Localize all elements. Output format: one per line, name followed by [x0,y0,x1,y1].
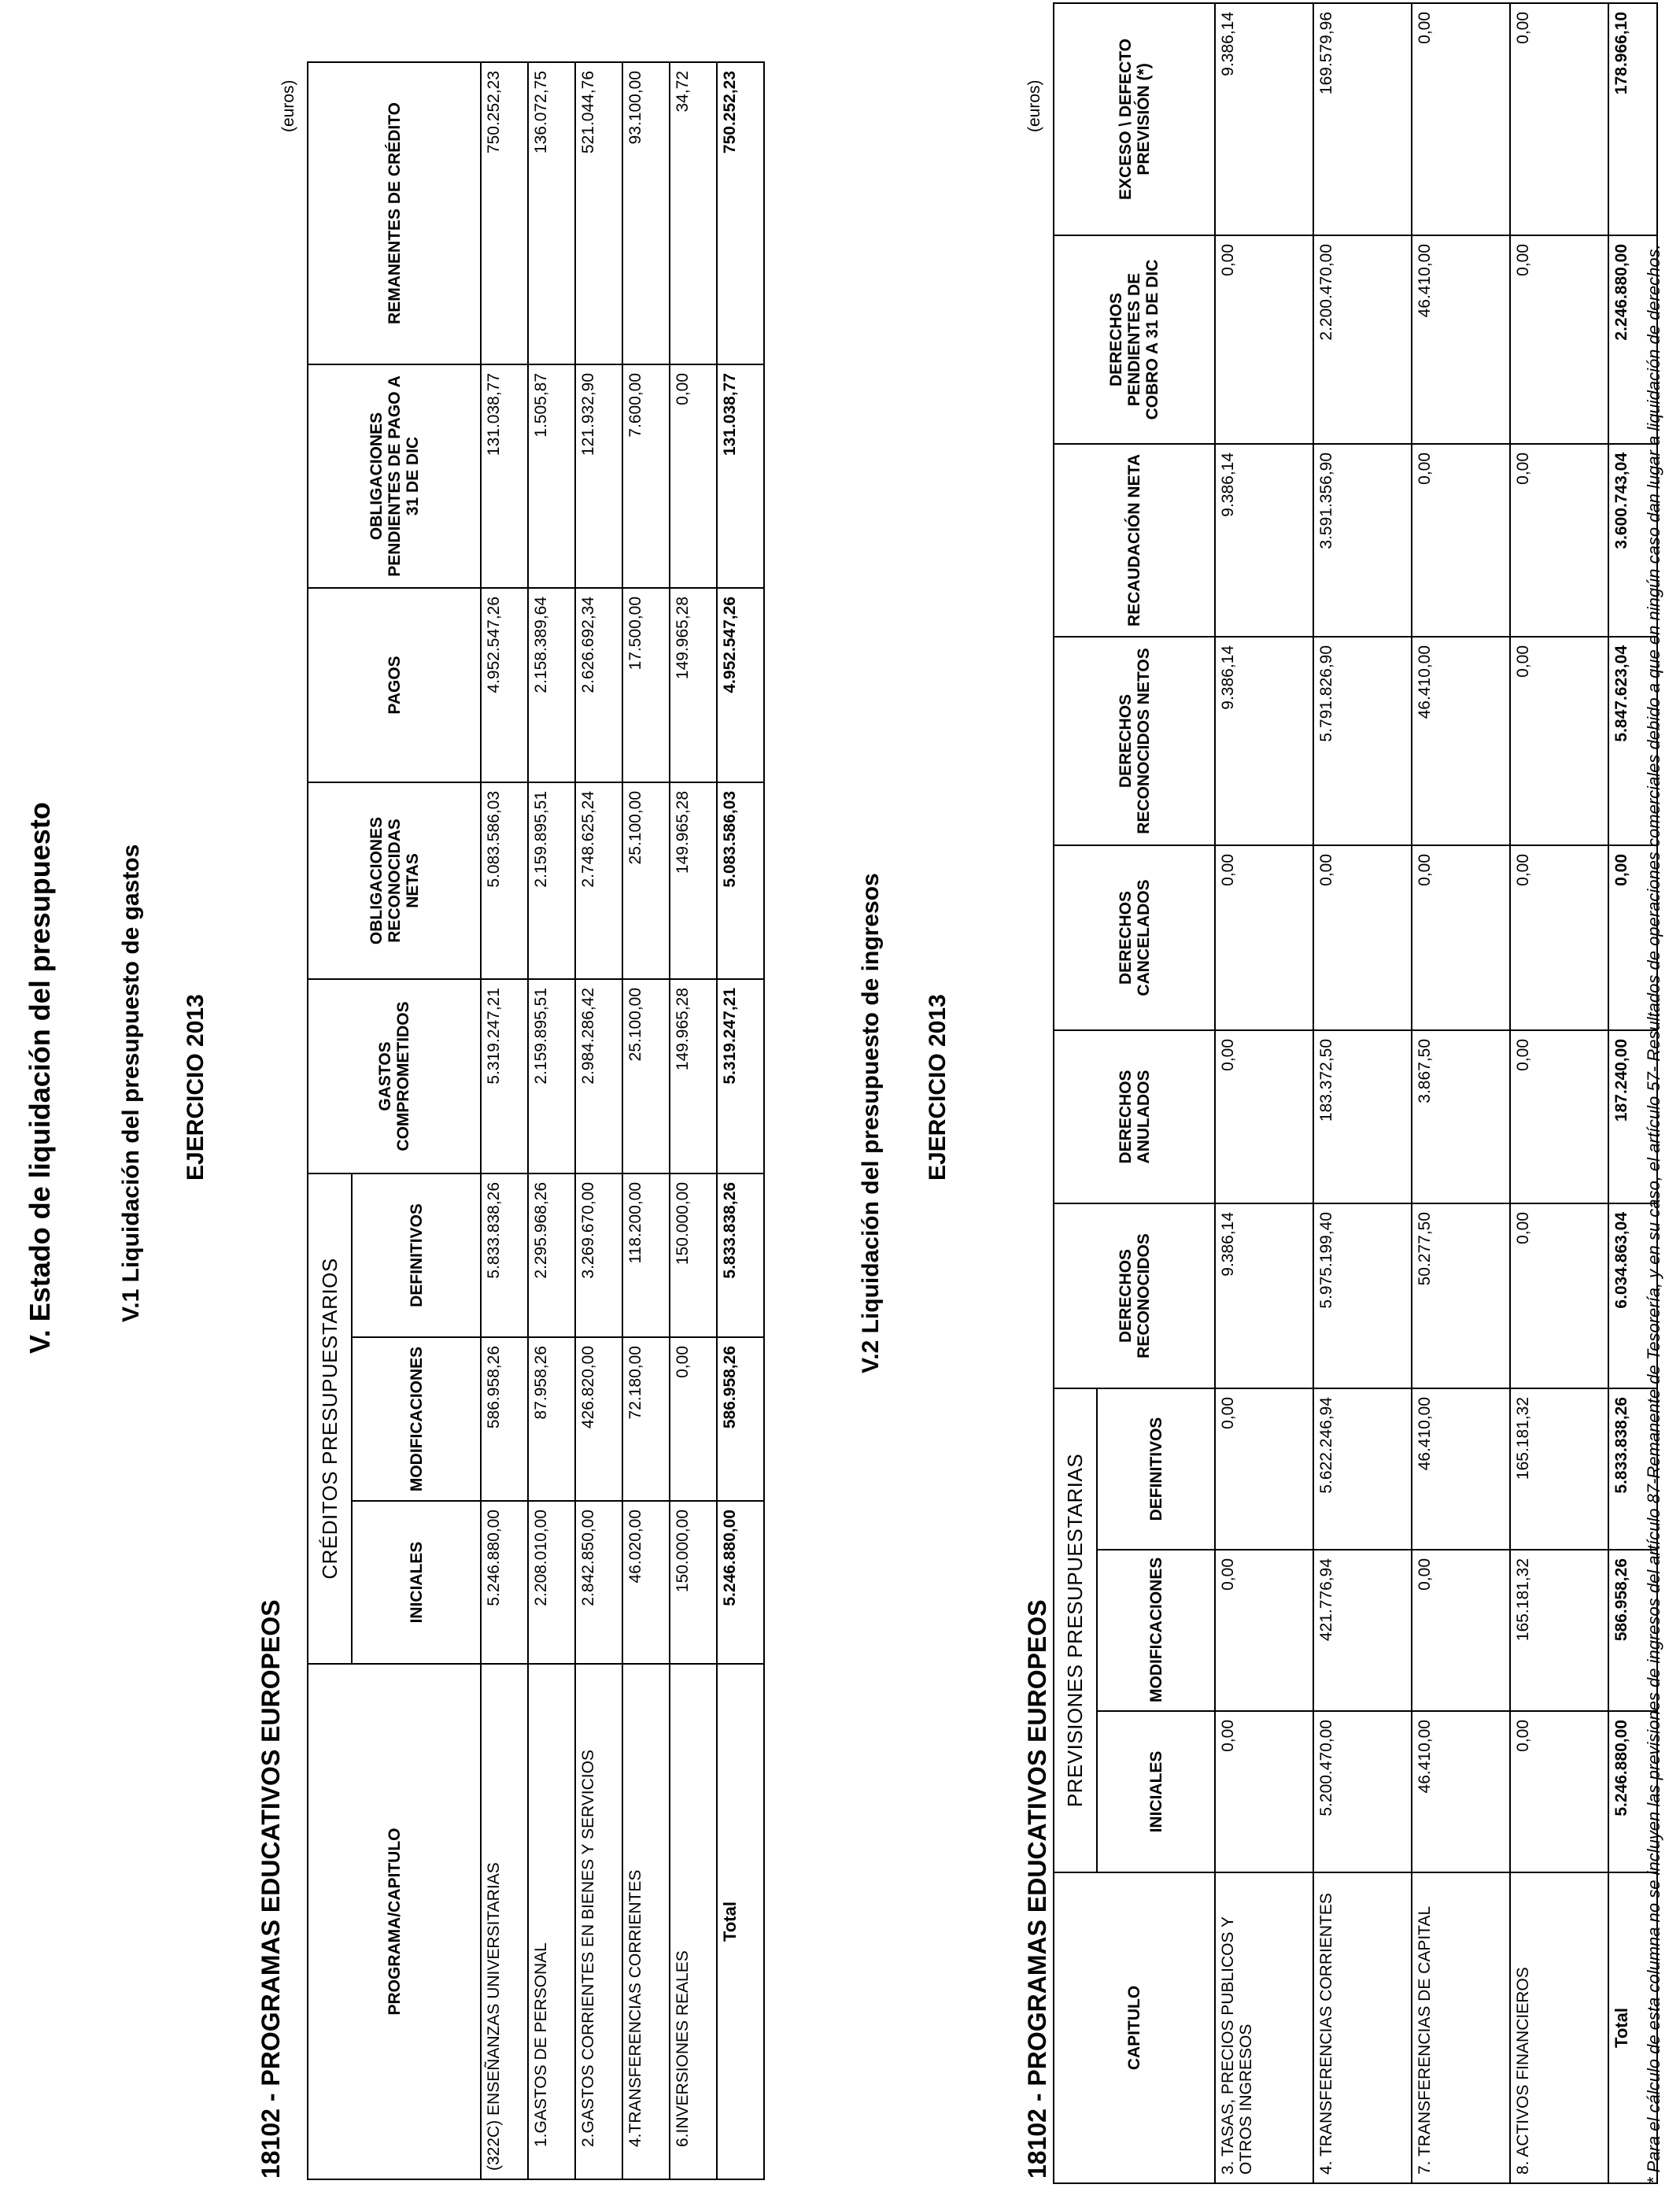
cell-derechos-reconocidos: 0,00 [1510,1203,1608,1388]
cell-obligaciones-pendientes: 1.505,87 [528,364,575,588]
cell-iniciales: 5.246.880,00 [481,1501,528,1664]
total-iniciales: 5.246.880,00 [717,1501,764,1664]
cell-pagos: 149.965,28 [670,588,717,782]
total-derechos-reconocidos: 6.034.863,04 [1608,1203,1657,1388]
gastos-program-title: 18102 - PROGRAMAS EDUCATIVOS EUROPEOS [257,1599,285,2179]
ingresos-header-derechos-reconocidos-netos: DERECHOS RECONOCIDOS NETOS [1054,637,1215,845]
table-row [1412,3,1510,2183]
cell-remanentes: 136.072,75 [528,62,575,364]
cell-recaudacion-neta: 3.591.356,90 [1313,444,1412,637]
ingresos-header-exceso-defecto: EXCESO \ DEFECTO PREVISIÓN (*) [1054,3,1215,235]
table-row [1313,3,1412,2183]
gastos-units: (euros) [279,79,297,132]
gastos-header-creditos: CRÉDITOS PRESUPUESTARIOS [308,1173,352,1664]
gastos-header-programa: PROGRAMA/CAPITULO [308,1664,481,2179]
row-label: 1.GASTOS DE PERSONAL [528,1664,575,2179]
total-definitivos: 5.833.838,26 [717,1173,764,1337]
ingresos-group-header-row [1054,3,1097,2183]
table-row [670,62,717,2179]
cell-derechos-reconocidos-netos: 9.386,14 [1215,637,1313,845]
gastos-ejercicio: EJERCICIO 2013 [183,994,209,1181]
gastos-header-obligaciones-pendientes: OBLIGACIONES PENDIENTES DE PAGO A 31 DE DIC [308,364,481,588]
cell-iniciales: 46.020,00 [622,1501,670,1664]
total-definitivos: 5.833.838,26 [1608,1388,1657,1550]
gastos-header-remanentes: REMANENTES DE CRÉDITO [308,62,481,364]
ingresos-header-derechos-pendientes: DERECHOS PENDIENTES DE COBRO A 31 DE DIC [1054,235,1215,444]
total-remanentes: 750.252,23 [717,62,764,364]
gastos-header-iniciales: INICIALES [352,1501,481,1664]
cell-derechos-cancelados: 0,00 [1215,845,1313,1030]
cell-derechos-anulados: 3.867,50 [1412,1030,1510,1203]
cell-obligaciones-pendientes: 7.600,00 [622,364,670,588]
page-title: V. Estado de liquidación del presupuesto [24,802,56,1354]
row-label: 4. TRANSFERENCIAS CORRIENTES [1313,1872,1412,2183]
cell-remanentes: 93.100,00 [622,62,670,364]
table-row [622,62,670,2179]
cell-iniciales: 5.200.470,00 [1313,1711,1412,1872]
ingresos-header-definitivos: DEFINITIVOS [1097,1388,1215,1550]
row-label: 3. TASAS, PRECIOS PUBLICOS Y OTROS INGRESOS [1215,1872,1313,2183]
cell-modificaciones: 0,00 [1215,1550,1313,1711]
ingresos-header-capitulo: CAPITULO [1054,1872,1215,2183]
cell-obligaciones-reconocidas: 25.100,00 [622,782,670,979]
cell-iniciales: 0,00 [1215,1711,1313,1872]
cell-derechos-anulados: 0,00 [1215,1030,1313,1203]
cell-gastos-comprometidos: 25.100,00 [622,979,670,1173]
cell-derechos-cancelados: 0,00 [1510,845,1608,1030]
cell-remanentes: 750.252,23 [481,62,528,364]
cell-recaudacion-neta: 9.386,14 [1215,444,1313,637]
cell-definitivos: 3.269.670,00 [575,1173,622,1337]
cell-iniciales: 150.000,00 [670,1501,717,1664]
cell-obligaciones-reconocidas: 2.159.895,51 [528,782,575,979]
cell-pagos: 2.626.692,34 [575,588,622,782]
total-derechos-reconocidos-netos: 5.847.623,04 [1608,637,1657,845]
row-label: 6.INVERSIONES REALES [670,1664,717,2179]
ingresos-units: (euros) [1025,79,1043,132]
total-obligaciones-pendientes: 131.038,77 [717,364,764,588]
cell-exceso-defecto: 0,00 [1510,3,1608,235]
cell-pagos: 17.500,00 [622,588,670,782]
total-label: Total [1608,1872,1657,2183]
table-row [1215,3,1313,2183]
total-row [717,62,764,2179]
cell-obligaciones-reconocidas: 2.748.625,24 [575,782,622,979]
cell-derechos-pendientes: 2.200.470,00 [1313,235,1412,444]
cell-derechos-reconocidos-netos: 5.791.826,90 [1313,637,1412,845]
cell-definitivos: 2.295.968,26 [528,1173,575,1337]
cell-definitivos: 165.181,32 [1510,1388,1608,1550]
cell-definitivos: 0,00 [1215,1388,1313,1550]
cell-derechos-reconocidos-netos: 46.410,00 [1412,637,1510,845]
total-recaudacion-neta: 3.600.743,04 [1608,444,1657,637]
ingresos-program-title: 18102 - PROGRAMAS EDUCATIVOS EUROPEOS [1023,1599,1051,2179]
cell-derechos-cancelados: 0,00 [1313,845,1412,1030]
gastos-subtitle: V.1 Liquidación del presupuesto de gastos [118,844,144,1322]
cell-exceso-defecto: 9.386,14 [1215,3,1313,235]
gastos-header-modificaciones: MODIFICACIONES [352,1337,481,1501]
ingresos-header-modificaciones: MODIFICACIONES [1097,1550,1215,1711]
cell-iniciales: 0,00 [1510,1711,1608,1872]
ingresos-header-recaudacion-neta: RECAUDACIÓN NETA [1054,444,1215,637]
cell-recaudacion-neta: 0,00 [1412,444,1510,637]
gastos-table [307,61,765,2180]
total-modificaciones: 586.958,26 [717,1337,764,1501]
total-exceso-defecto: 178.966,10 [1608,3,1657,235]
cell-obligaciones-pendientes: 121.932,90 [575,364,622,588]
row-label: 2.GASTOS CORRIENTES EN BIENES Y SERVICIOS [575,1664,622,2179]
total-derechos-pendientes: 2.246.880,00 [1608,235,1657,444]
cell-derechos-anulados: 0,00 [1510,1030,1608,1203]
cell-modificaciones: 586.958,26 [481,1337,528,1501]
cell-definitivos: 118.200,00 [622,1173,670,1337]
cell-iniciales: 46.410,00 [1412,1711,1510,1872]
cell-modificaciones: 0,00 [1412,1550,1510,1711]
cell-derechos-reconocidos: 5.975.199,40 [1313,1203,1412,1388]
ingresos-header-previsiones: PREVISIONES PRESUPUESTARIAS [1054,1388,1097,1872]
footnote: * Para el cálculo de esta columna no se incluyen las previsiones de ingresos del artículo 87-Remanente de Tesorería, y en su caso, el artículo 57- Resultados de operaciones comerciales debido a que en ningún caso dan lugar a liquidación de derechos. [1644,244,1663,2184]
cell-gastos-comprometidos: 2.159.895,51 [528,979,575,1173]
cell-remanentes: 521.044,76 [575,62,622,364]
cell-pagos: 4.952.547,26 [481,588,528,782]
table-row [528,62,575,2179]
cell-modificaciones: 72.180,00 [622,1337,670,1501]
cell-definitivos: 46.410,00 [1412,1388,1510,1550]
cell-definitivos: 5.833.838,26 [481,1173,528,1337]
gastos-header-pagos: PAGOS [308,588,481,782]
cell-modificaciones: 421.776,94 [1313,1550,1412,1711]
ingresos-ejercicio: EJERCICIO 2013 [925,994,951,1181]
cell-derechos-anulados: 183.372,50 [1313,1030,1412,1203]
total-derechos-anulados: 187.240,00 [1608,1030,1657,1203]
row-label: (322C) ENSEÑANZAS UNIVERSITARIAS [481,1664,528,2179]
ingresos-header-derechos-anulados: DERECHOS ANULADOS [1054,1030,1215,1203]
cell-exceso-defecto: 169.579,96 [1313,3,1412,235]
ingresos-table [1053,2,1658,2184]
row-label: 7. TRANSFERENCIAS DE CAPITAL [1412,1872,1510,2183]
table-row [481,62,528,2179]
cell-definitivos: 150.000,00 [670,1173,717,1337]
cell-gastos-comprometidos: 5.319.247,21 [481,979,528,1173]
cell-derechos-pendientes: 0,00 [1510,235,1608,444]
cell-obligaciones-pendientes: 0,00 [670,364,717,588]
total-iniciales: 5.246.880,00 [1608,1711,1657,1872]
cell-iniciales: 2.842.850,00 [575,1501,622,1664]
total-pagos: 4.952.547,26 [717,588,764,782]
cell-derechos-pendientes: 46.410,00 [1412,235,1510,444]
cell-derechos-reconocidos: 9.386,14 [1215,1203,1313,1388]
cell-gastos-comprometidos: 2.984.286,42 [575,979,622,1173]
cell-pagos: 2.158.389,64 [528,588,575,782]
table-row [1510,3,1608,2183]
total-label: Total [717,1664,764,2179]
cell-obligaciones-pendientes: 131.038,77 [481,364,528,588]
cell-modificaciones: 0,00 [670,1337,717,1501]
total-obligaciones-reconocidas: 5.083.586,03 [717,782,764,979]
ingresos-header-iniciales: INICIALES [1097,1711,1215,1872]
ingresos-header-derechos-cancelados: DERECHOS CANCELADOS [1054,845,1215,1030]
total-modificaciones: 586.958,26 [1608,1550,1657,1711]
cell-recaudacion-neta: 0,00 [1510,444,1608,637]
cell-derechos-pendientes: 0,00 [1215,235,1313,444]
cell-remanentes: 34,72 [670,62,717,364]
table-row [575,62,622,2179]
cell-obligaciones-reconocidas: 5.083.586,03 [481,782,528,979]
cell-obligaciones-reconocidas: 149.965,28 [670,782,717,979]
gastos-group-header-row [308,62,352,2179]
cell-modificaciones: 165.181,32 [1510,1550,1608,1711]
cell-modificaciones: 87.958,26 [528,1337,575,1501]
cell-gastos-comprometidos: 149.965,28 [670,979,717,1173]
ingresos-subtitle: V.2 Liquidación del presupuesto de ingresos [858,873,884,1373]
gastos-header-gastos-comprometidos: GASTOS COMPROMETIDOS [308,979,481,1173]
gastos-header-obligaciones-reconocidas: OBLIGACIONES RECONOCIDAS NETAS [308,782,481,979]
row-label: 4.TRANSFERENCIAS CORRIENTES [622,1664,670,2179]
ingresos-header-derechos-reconocidos: DERECHOS RECONOCIDOS [1054,1203,1215,1388]
cell-derechos-cancelados: 0,00 [1412,845,1510,1030]
total-derechos-cancelados: 0,00 [1608,845,1657,1030]
cell-exceso-defecto: 0,00 [1412,3,1510,235]
cell-definitivos: 5.622.246,94 [1313,1388,1412,1550]
cell-iniciales: 2.208.010,00 [528,1501,575,1664]
cell-modificaciones: 426.820,00 [575,1337,622,1501]
cell-derechos-reconocidos-netos: 0,00 [1510,637,1608,845]
row-label: 8. ACTIVOS FINANCIEROS [1510,1872,1608,2183]
cell-derechos-reconocidos: 50.277,50 [1412,1203,1510,1388]
gastos-header-definitivos: DEFINITIVOS [352,1173,481,1337]
total-gastos-comprometidos: 5.319.247,21 [717,979,764,1173]
